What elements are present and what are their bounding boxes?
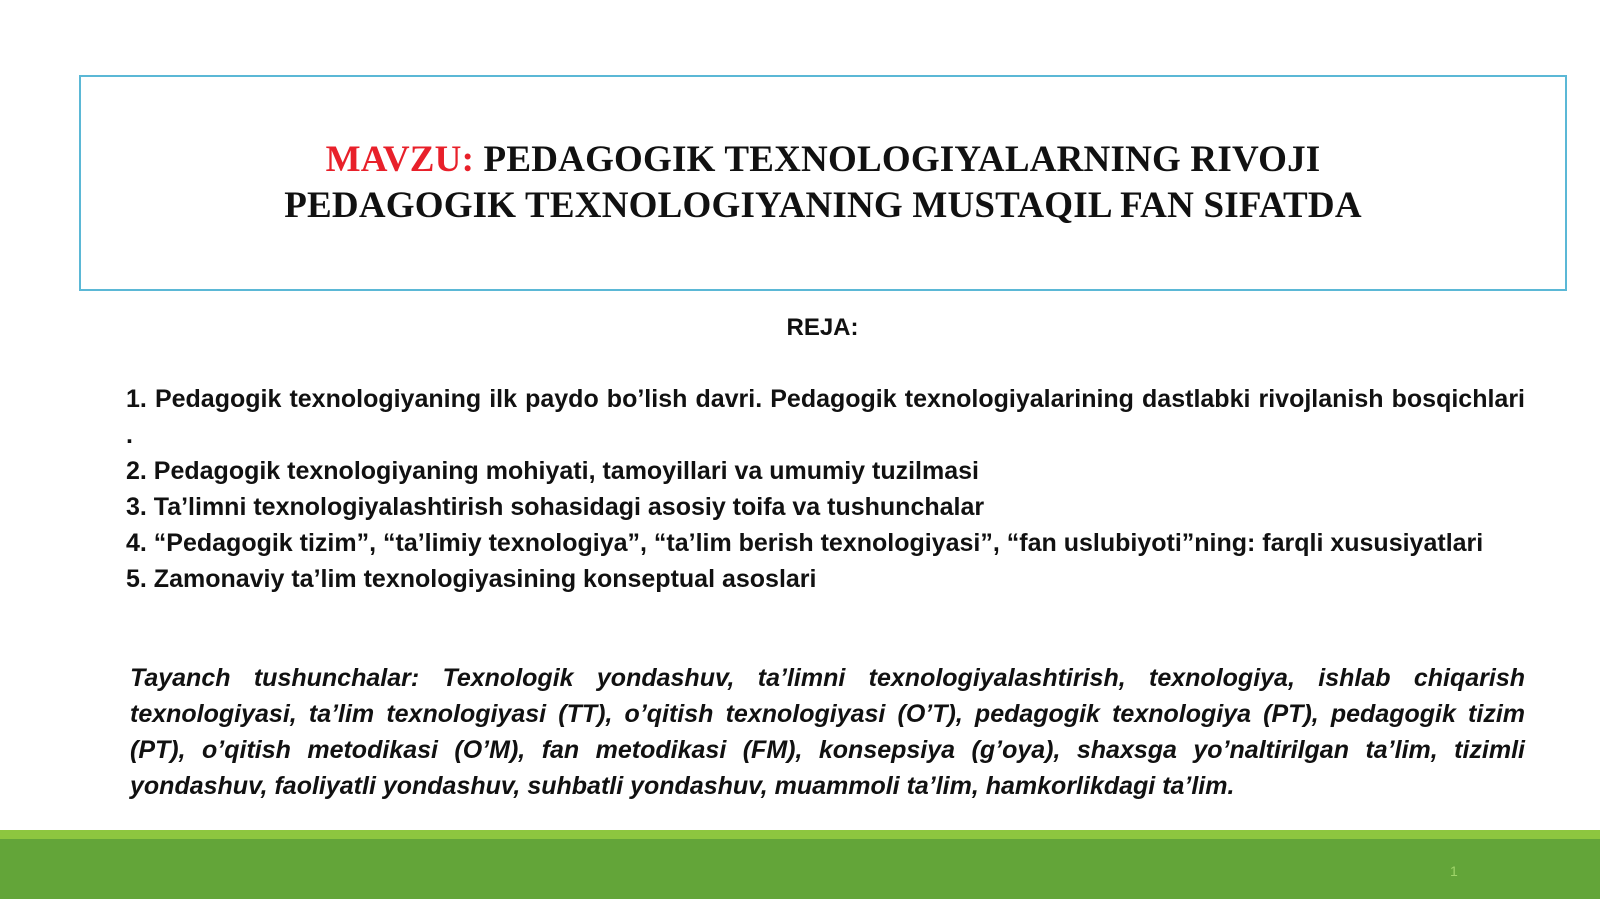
plan-list	[126, 381, 1525, 597]
title-line-2: PEDAGOGIK TEXNOLOGIYANING MUSTAQIL FAN SIFATDA	[284, 185, 1362, 226]
key-concepts: Tayanch tushunchalar: Texnologik yondashuv, ta’limni texnologiyalashtirish, texnologiya, ishlab chiqarish texnologiyasi, ta’lim texnologiyasi (TT), o’qitish texnologiyasi (O’T), pedagogik texnologiya (PT), pedagogik tizim (PT), o’qitish metodikasi (O’M), fan metodikasi (FM), konsepsiya (g’oya), shaxsga yo’naltirilgan ta’lim, tizimli yondashuv, faoliyatli yondashuv, suhbatli yondashuv, muammoli ta’lim, hamkorlikdagi ta’lim.	[130, 664, 1525, 800]
title-text-1: PEDAGOGIK TEXNOLOGIYALARNING RIVOJI	[474, 139, 1321, 180]
title-box	[79, 75, 1567, 291]
plan-item-2: 2. Pedagogik texnologiyaning mohiyati, tamoyillari va umumiy tuzilmasi	[126, 457, 979, 485]
plan-item-3: 3. Ta’limni texnologiyalashtirish sohasidagi asosiy toifa va tushunchalar	[126, 493, 985, 521]
title-prefix: MAVZU:	[325, 139, 475, 180]
page-number: 1	[1450, 863, 1458, 879]
footer-bar	[0, 839, 1600, 899]
title-line-1	[326, 137, 1321, 183]
plan-item-4: 4. “Pedagogik tizim”, “ta’limiy texnologiya”, “ta’lim berish texnologiyasi”, “fan uslubiyoti”ning: farqli xususiyatlari	[126, 529, 1484, 557]
plan-heading: REJA:	[786, 314, 859, 341]
plan-item-5: 5. Zamonaviy ta’lim texnologiyasining konseptual asoslari	[126, 565, 817, 593]
plan-item-1: 1. Pedagogik texnologiyaning ilk paydo bo’lish davri. Pedagogik texnologiyalarining dastlabki rivojlanish bosqichlari .	[126, 385, 1525, 449]
footer-stripe	[0, 830, 1600, 839]
